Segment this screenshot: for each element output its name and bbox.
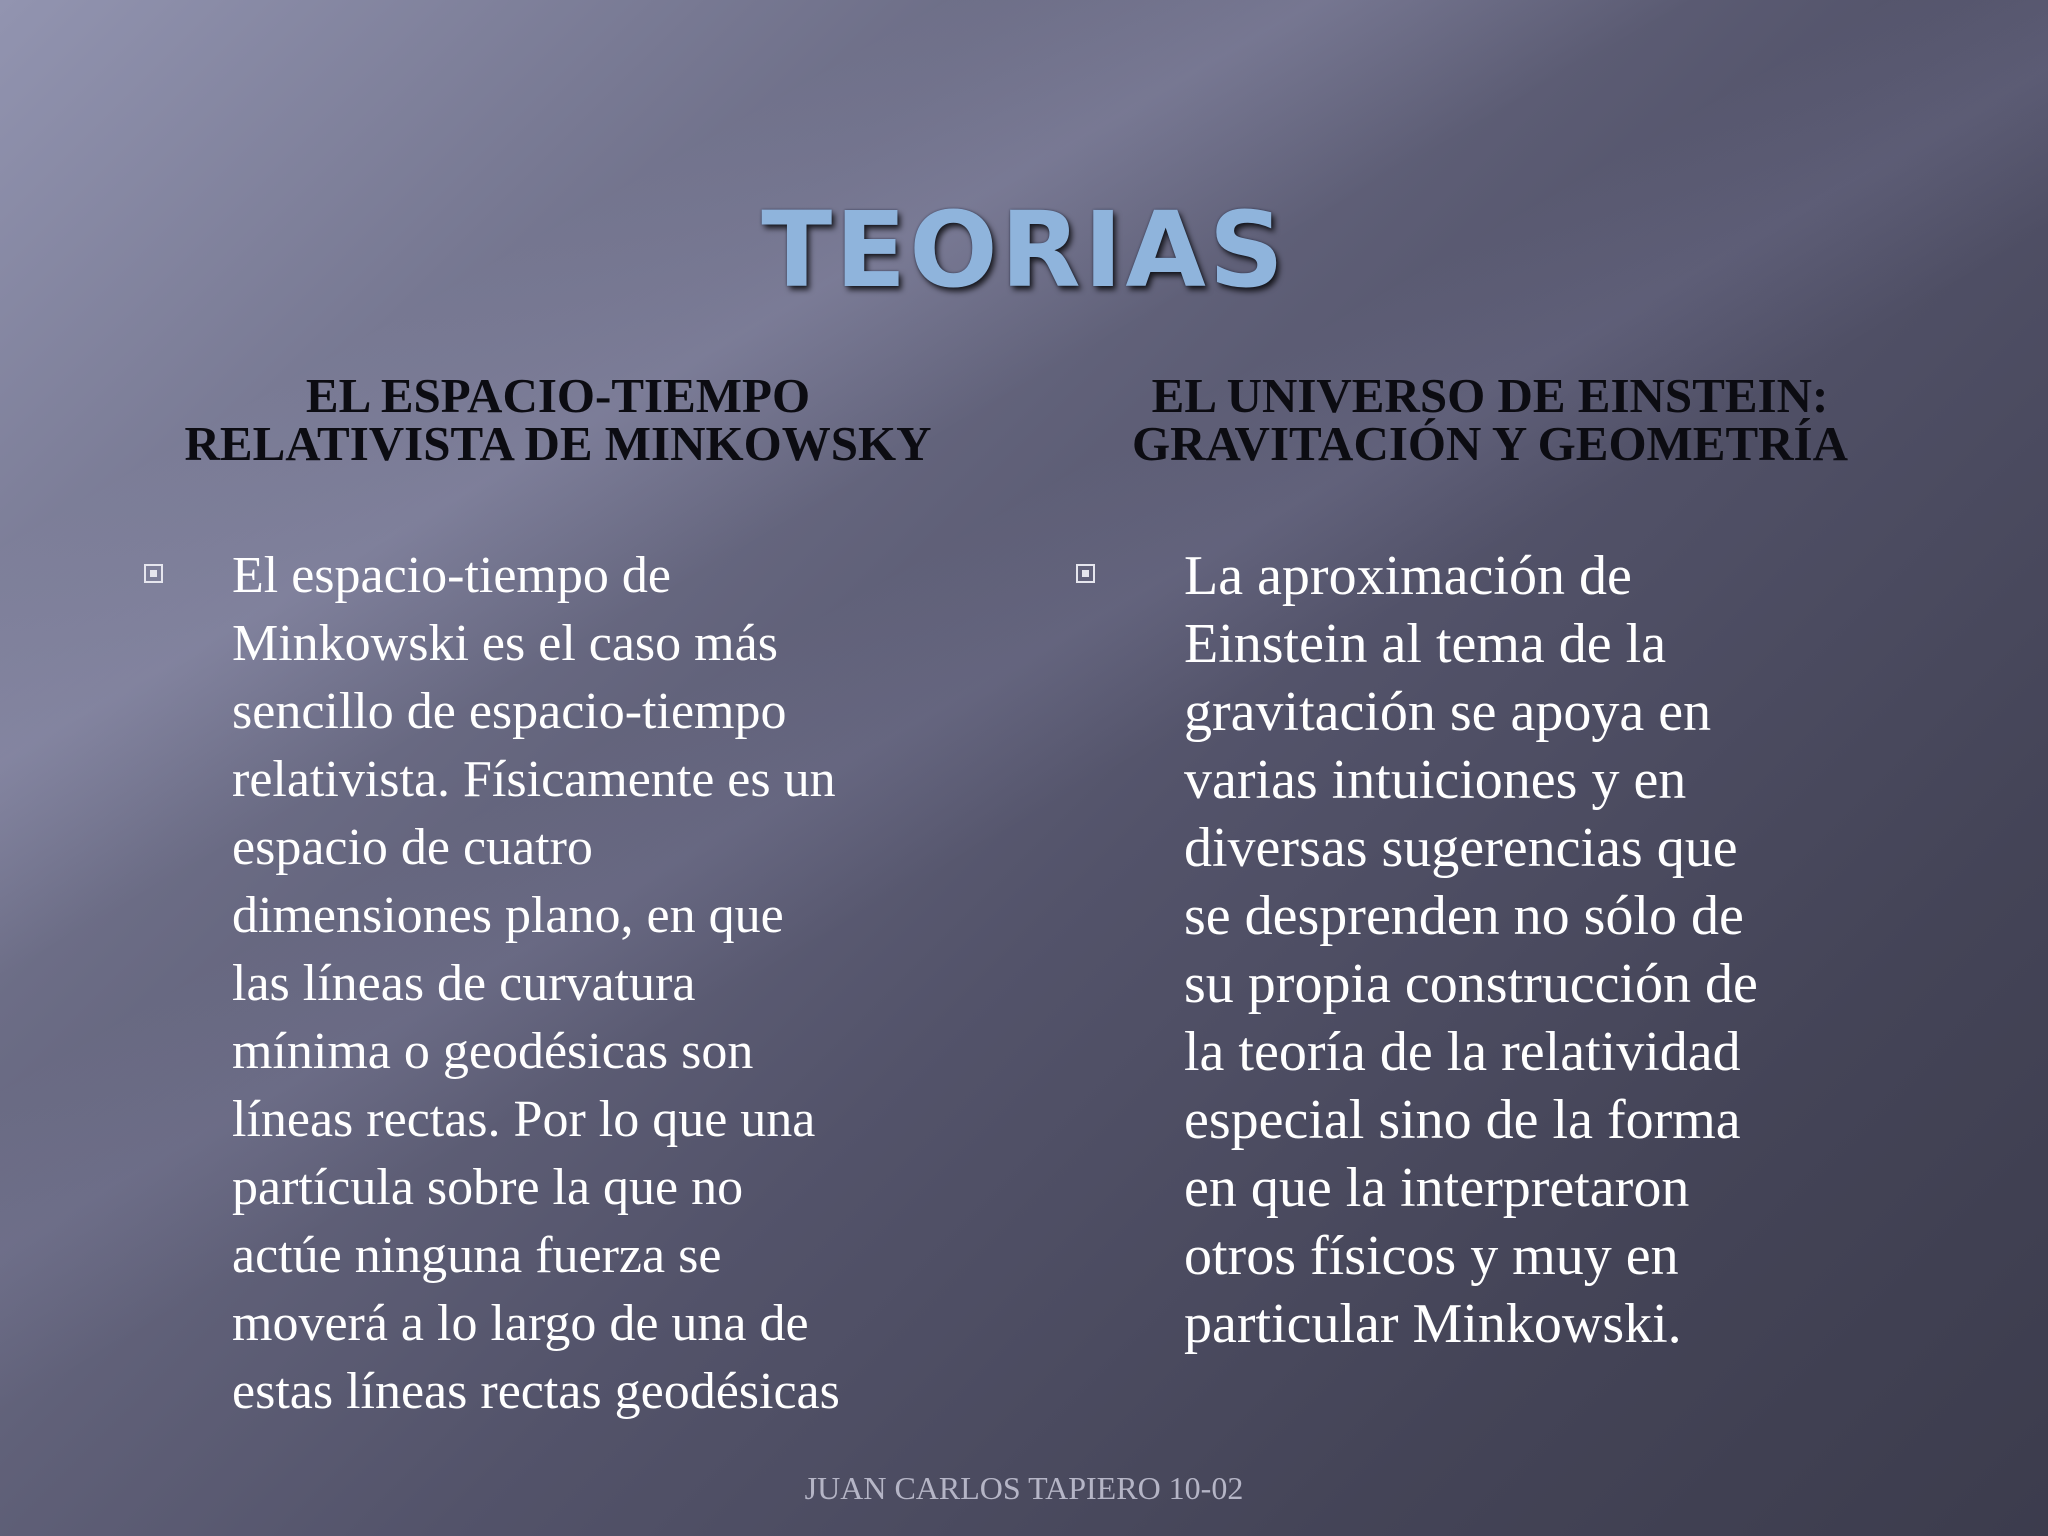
left-bullet-text: El espacio-tiempo de Minkowski es el caso más sencillo de espacio-tiempo relativista. Físicamente es un espacio de cuatro dimensiones plano, en que las líneas de curvatura mínima o geodésicas son líneas rectas. Por lo que una partícula sobre la que no actúe ninguna fuerza se moverá a lo largo de una de estas líneas rectas geodésicas	[232, 547, 840, 1420]
square-bullet-icon	[144, 564, 163, 583]
slide-footer: JUAN CARLOS TAPIERO 10-02	[804, 1470, 1244, 1506]
left-column-heading: EL ESPACIO-TIEMPO RELATIVISTA DE MINKOWSKY	[184, 368, 932, 471]
right-column	[1050, 368, 1930, 1355]
slide-title: TEORIAS	[761, 188, 1287, 311]
right-column-heading: EL UNIVERSO DE EINSTEIN: GRAVITACIÓN Y GEOMETRÍA	[1131, 368, 1849, 471]
right-bullet-text: La aproximación de Einstein al tema de la gravitación se apoya en varias intuiciones y en diversas sugerencias que se desprenden no sólo de su propia construcción de la teoría de la relatividad especial sino de la forma en que la interpretaron otros físicos y muy en particular Minkowski.	[1184, 545, 1758, 1355]
left-column	[118, 368, 998, 1420]
square-bullet-icon	[1076, 564, 1095, 583]
